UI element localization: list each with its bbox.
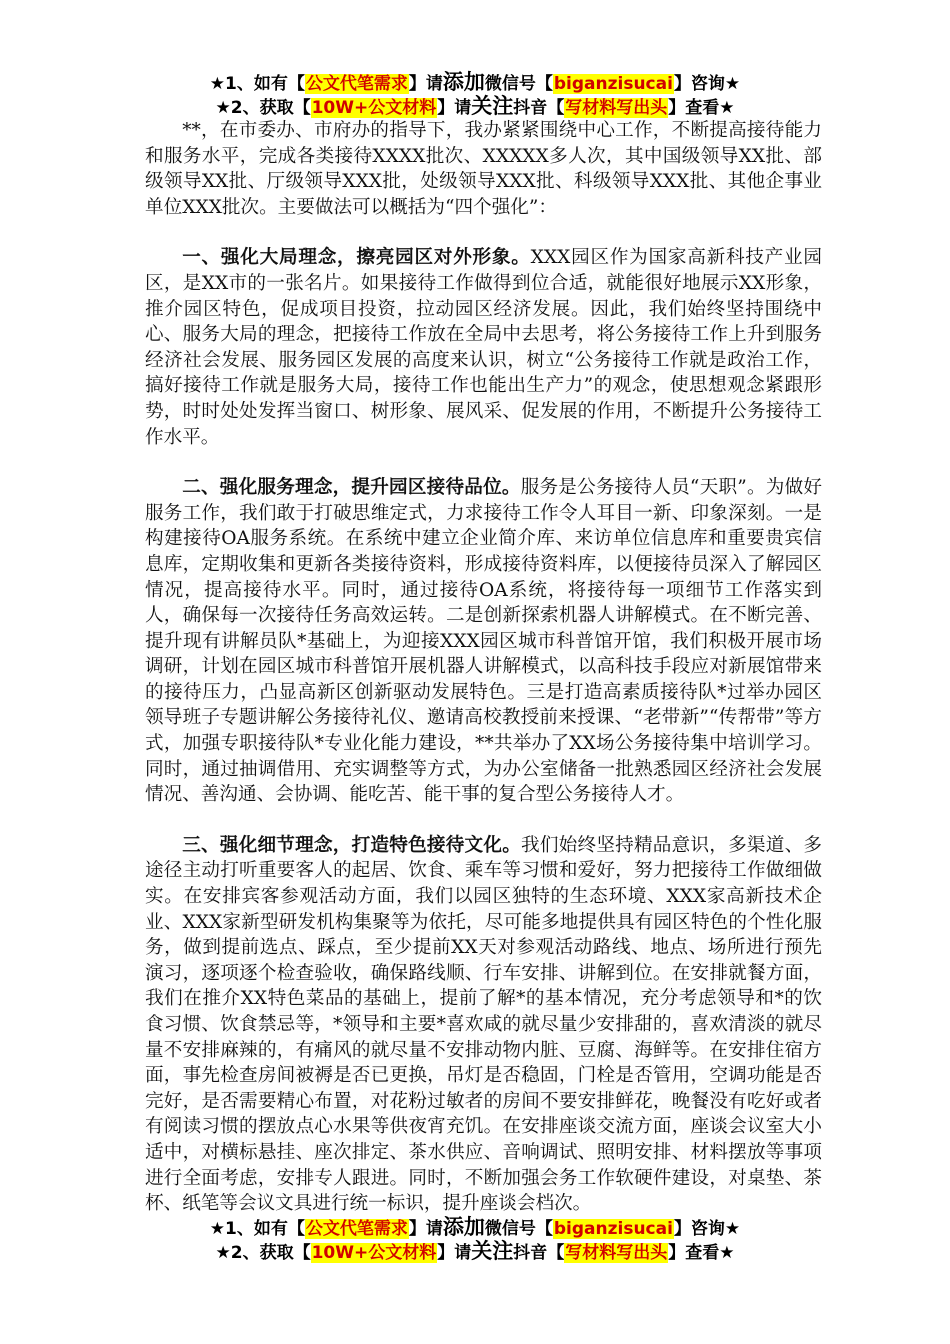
section-paragraph-1 — [145, 245, 822, 450]
banner-text: 】查看★ — [668, 1243, 735, 1263]
section-paragraph-3 — [145, 833, 822, 1217]
promo-banner-top-line-1 — [0, 70, 950, 96]
intro-paragraph: **，在市委办、市府办的指导下，我办紧紧围绕中心工作，不断提高接待能力和服务水平，完成各类接待XXXX批次、XXXXX多人次，其中国级领导XX批、部级领导XX批、厅级领导XXX批，处级领导XXX批、科级领导XXX批、其他企事业单位XXX批次。主要做法可以概括为“四个强化”： — [145, 120, 822, 218]
banner-text: 】请 — [437, 1243, 472, 1263]
banner-highlight: 公文代笔需求 — [305, 74, 408, 94]
banner-highlight: 写材料写出头 — [565, 98, 668, 118]
banner-text: 微信号【 — [484, 1219, 553, 1239]
banner-highlight: biganzisucai — [553, 74, 673, 94]
banner-emphasis: 添加 — [442, 1215, 485, 1239]
banner-text: 抖音【 — [513, 1243, 565, 1263]
banner-highlight: biganzisucai — [553, 1219, 673, 1239]
document-body — [145, 118, 822, 1242]
banner-text: 微信号【 — [484, 74, 553, 94]
section-text-2: 服务是公务接待人员“天职”。为做好服务工作，我们敢于打破思维定式，力求接待工作令人耳目一新、印象深刻。一是构建接待OA服务系统。在系统中建立企业简介库、来访单位信息库和重要贵宾信息库，定期收集和更新各类接待资料，形成接待资料库，以便接待员深入了解园区情况，提高接待水平。同时，通过接待OA系统，将接待每一项细节工作落实到人，确保每一次接待任务高效运转。二是创新探索机器人讲解模式。在不断完善、提升现有讲解员队*基础上，为迎接XXX园区城市科普馆开馆，我们积极开展市场调研，计划在园区城市科普馆开展机器人讲解模式，以高科技手段应对新展馆带来的接待压力，凸显高新区创新驱动发展特色。三是打造高素质接待队*过举办园区领导班子专题讲解公务接待礼仪、邀请高校教授前来授课、“老带新”“传帮带”等方式，加强专职接待队*专业化能力建设，**共举办了XX场公务接待集中培训学习。同时，通过抽调借用、充实调整等方式，为办公室储备一批熟悉园区经济社会发展情况、善沟通、会协调、能吃苦、能干事的复合型公务接待人才。 — [145, 477, 822, 806]
banner-text: 】请 — [408, 1219, 443, 1239]
banner-text: ★1、如有【 — [209, 74, 305, 94]
section-heading-2: 二、强化服务理念，提升园区接待品位。 — [182, 477, 521, 499]
banner-emphasis: 关注 — [471, 94, 514, 118]
banner-emphasis: 添加 — [442, 70, 485, 94]
banner-text: ★2、获取【 — [215, 1243, 311, 1263]
section-text-3: 我们始终坚持精品意识，多渠道、多途径主动打听重要客人的起居、饮食、乘车等习惯和爱好，努力把接待工作做细做实。在安排宾客参观活动方面，我们以园区独特的生态环境、XXX家高新技术企业、XXX家新型研发机构集聚等为依托，尽可能多地提供具有园区特色的个性化服务，做到提前选点、踩点，至少提前XX天对参观活动路线、地点、场所进行预先演习，逐项逐个检查验收，确保路线顺、行车安排、讲解到位。在安排就餐方面，我们在推介XX特色菜品的基础上，提前了解*的基本情况，充分考虑领导和*的饮食习惯、饮食禁忌等，*领导和主要*喜欢咸的就尽量少安排甜的，喜欢清淡的就尽量不安排麻辣的，有痛风的就尽量不安排动物内脏、豆腐、海鲜等。在安排住宿方面，事先检查房间被褥是否已更换，吊灯是否稳固，门栓是否管用，空调功能是否完好，是否需要精心布置，对花粉过敏者的房间不要安排鲜花，晚餐没有吃好或者有阅读习惯的摆放点心水果等供夜宵充饥。在安排座谈交流方面，座谈会议室大小适中，对横标悬挂、座次排定、茶水供应、音响调试、照明安排、材料摆放等事项进行全面考虑，安排专人跟进。同时，不断加强会务工作软硬件建设，对桌垫、茶杯、纸笔等会议文具进行统一标识，提升座谈会档次。 — [145, 834, 822, 1215]
banner-text: 】咨询★ — [673, 74, 741, 94]
banner-emphasis: 关注 — [471, 1239, 514, 1263]
promo-banner-bottom-line-1 — [0, 1215, 950, 1241]
banner-text: ★1、如有【 — [209, 1219, 305, 1239]
banner-highlight: 10W+公文材料 — [311, 98, 437, 118]
banner-text: 抖音【 — [513, 98, 565, 118]
banner-highlight: 10W+公文材料 — [311, 1243, 437, 1263]
section-text-1: XXX园区作为国家高新科技产业园区，是XX市的一张名片。如果接待工作做得到位合适，就能很好地展示XX形象，推介园区特色，促成项目投资，拉动园区经济发展。因此，我们始终坚持围绕中心、服务大局的理念，把接待工作放在全局中去思考，将公务接待工作上升到服务经济社会发展、服务园区发展的高度来认识，树立“公务接待工作就是政治工作，搞好接待工作就是服务大局，接待工作也能出生产力”的观念，使思想观念紧跟形势，时时处处发挥当窗口、树形象、展风采、促发展的作用，不断提升公务接待工作水平。 — [145, 247, 822, 448]
promo-banner-top-line-2 — [0, 94, 950, 120]
banner-text: ★2、获取【 — [215, 98, 311, 118]
section-paragraph-2 — [145, 475, 822, 808]
banner-text: 】请 — [408, 74, 443, 94]
banner-text: 】查看★ — [668, 98, 735, 118]
section-heading-3: 三、强化细节理念，打造特色接待文化。 — [182, 834, 522, 856]
banner-highlight: 写材料写出头 — [565, 1243, 668, 1263]
banner-text: 】咨询★ — [673, 1219, 741, 1239]
banner-text: 】请 — [437, 98, 472, 118]
section-heading-1: 一、强化大局理念，擦亮园区对外形象。 — [182, 247, 531, 269]
banner-highlight: 公文代笔需求 — [305, 1219, 408, 1239]
promo-banner-bottom-line-2 — [0, 1239, 950, 1265]
